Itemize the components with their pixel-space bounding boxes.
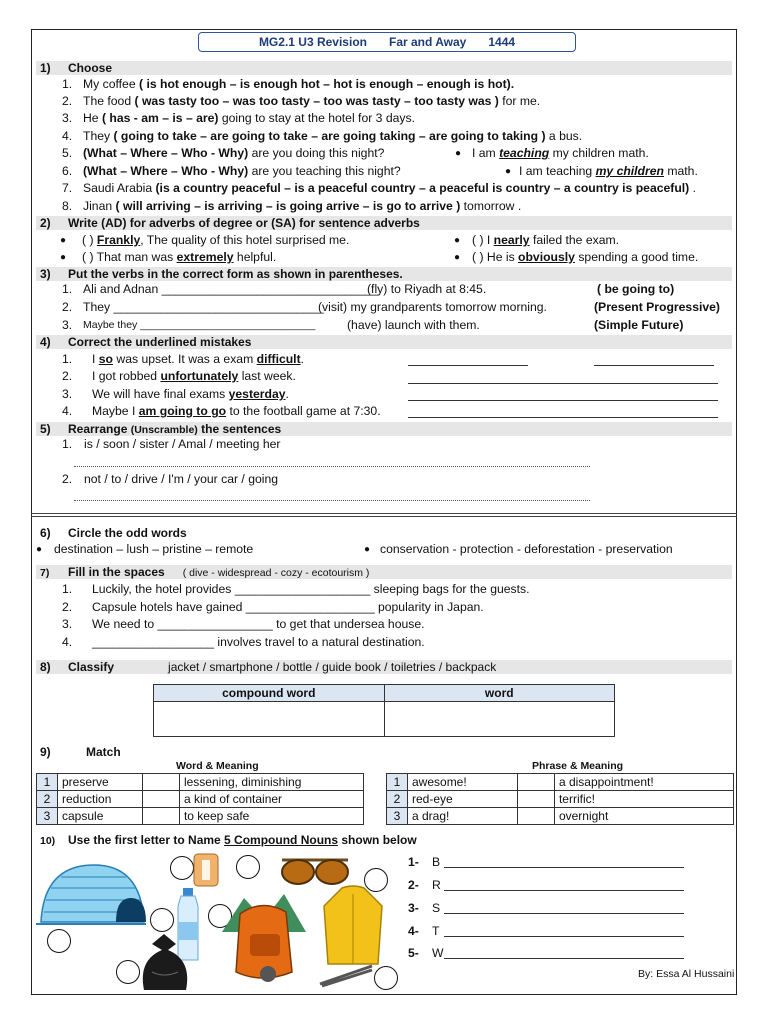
match-row: 1 awesome! a disappointment! <box>387 774 734 791</box>
fill-sentence[interactable]: We need to _________________ to get that undersea house. <box>92 617 425 631</box>
section-4-header: 4) Correct the underlined mistakes <box>36 335 732 349</box>
answer-line[interactable] <box>408 365 528 366</box>
answer-dotted-line[interactable] <box>74 500 590 501</box>
answer-circle[interactable] <box>374 966 398 990</box>
item-number: 1. <box>62 77 73 91</box>
scrambled-sentence: not / to / drive / I'm / your car / going <box>84 472 279 486</box>
title-name: Far and Away <box>388 35 467 49</box>
match-row: 3 a drag! overnight <box>387 808 734 825</box>
first-letter: W <box>432 946 444 960</box>
section-1-header: 1) Choose <box>36 61 732 75</box>
fill-sentence[interactable]: Capsule hotels have gained ___________________ popularity in Japan. <box>92 600 484 614</box>
item-number: 3. <box>62 111 73 125</box>
section-10-header: 10) Use the first letter to Name 5 Compound Nouns shown below <box>36 833 732 847</box>
adverb-item: ( ) I nearly failed the exam. <box>472 233 620 247</box>
first-letter: S <box>432 901 441 915</box>
fill-sentence[interactable]: Luckily, the hotel provides ____________________ sleeping bags for the guests. <box>92 582 530 596</box>
first-letter: T <box>432 924 440 938</box>
section-5-header: 5) Rearrange (Unscramble) the sentences <box>36 422 732 436</box>
answer-line[interactable] <box>408 383 718 384</box>
odd-words-set-1[interactable]: destination – lush – pristine – remote <box>54 542 254 556</box>
side-question-6: I am teaching my children math. <box>519 164 698 178</box>
choose-question[interactable]: Saudi Arabia (is a country peaceful – is a peaceful country – a peaceful is country – a country is peaceful) . <box>83 181 697 195</box>
match-answer-cell[interactable] <box>517 774 554 791</box>
section-7-header: 7) Fill in the spaces ( dive - widespread - cozy - ecotourism ) <box>36 565 732 579</box>
verb-blank[interactable]: They _______________________________ <box>83 300 324 314</box>
compound-noun-answer-line[interactable] <box>444 890 684 891</box>
choose-question[interactable]: My coffee ( is hot enough – is enough hot – hot is enough – enough is hot). <box>83 77 515 91</box>
match-answer-cell[interactable] <box>142 791 179 808</box>
choose-question[interactable]: The food ( was tasty too – was too tasty – too was tasty – too tasty was ) for me. <box>83 94 541 108</box>
match-answer-cell[interactable] <box>142 774 179 791</box>
match-table-phrases <box>386 773 734 825</box>
side-question-5: I am teaching my children math. <box>472 146 649 160</box>
match-row: 3 capsule to keep safe <box>37 808 364 825</box>
match-answer-cell[interactable] <box>517 808 554 825</box>
choose-question[interactable]: They ( going to take – are going to take – are going taking – are going to taking ) a bus. <box>83 129 583 143</box>
adverb-item: ( ) Frankly, The quality of this hotel surprised me. <box>82 233 350 247</box>
item-number: 6. <box>62 164 73 178</box>
choose-question[interactable]: Jinan ( will arriving – is arriving – is going arrive – is go to arrive ) tomorrow . <box>83 199 522 213</box>
igloo-icon <box>36 860 146 930</box>
match-table-words <box>36 773 364 825</box>
compound-noun-answer-line[interactable] <box>444 936 684 937</box>
match-row: 2 reduction a kind of container <box>37 791 364 808</box>
mistake-sentence: We will have final exams yesterday. <box>92 387 289 401</box>
item-number: 4. <box>62 129 73 143</box>
worksheet-title <box>198 32 576 52</box>
item-number: 5. <box>62 146 73 160</box>
answer-line[interactable] <box>408 417 718 418</box>
compound-noun-answer-line[interactable] <box>444 913 684 914</box>
bullet: ● <box>505 166 512 177</box>
compound-noun-answer-line[interactable] <box>444 867 684 868</box>
trash-bag-icon <box>134 932 196 994</box>
mistake-sentence: I got robbed unfortunately last week. <box>92 369 296 383</box>
section-9-header: 9) Match <box>36 745 732 759</box>
answer-circle[interactable] <box>150 908 174 932</box>
backpack-icon <box>222 892 306 982</box>
raincoat-icon <box>322 884 384 968</box>
section-8-header: 8) Classify jacket / smartphone / bottle / guide book / toiletries / backpack <box>36 660 732 674</box>
mistake-sentence: Maybe I am going to go to the football game at 7:30. <box>92 404 381 418</box>
match-row: 1 preserve lessening, diminishing <box>37 774 364 791</box>
choose-question[interactable]: (What – Where – Who - Why) are you teaching this night? <box>83 164 401 178</box>
adverb-item: ( ) He is obviously spending a good time. <box>472 250 699 264</box>
section-divider <box>31 513 737 517</box>
answer-circle[interactable] <box>116 960 140 984</box>
odd-words-set-2[interactable]: conservation - protection - deforestation - preservation <box>380 542 673 556</box>
sunglasses-icon <box>278 854 352 888</box>
author-credit: By: Essa Al Hussaini <box>638 968 735 980</box>
answer-dotted-line[interactable] <box>74 466 590 467</box>
item-number: 2. <box>62 94 73 108</box>
fill-sentence[interactable]: __________________ involves travel to a natural destination. <box>92 635 425 649</box>
choose-question[interactable]: (What – Where – Who - Why) are you doing this night? <box>83 146 385 160</box>
scrambled-sentence: is / soon / sister / Amal / meeting her <box>84 437 281 451</box>
verb-blank[interactable]: Maybe they ______________________________ <box>83 319 316 331</box>
first-letter: B <box>432 855 441 869</box>
title-year: 1444 <box>488 35 516 49</box>
answer-line[interactable] <box>408 400 718 401</box>
adverb-item: ( ) That man was extremely helpful. <box>82 250 277 264</box>
compound-noun-answer-line[interactable] <box>444 958 684 959</box>
classify-table: compound word word <box>153 684 615 737</box>
word-cell[interactable] <box>384 702 615 737</box>
item-number: 8. <box>62 199 73 213</box>
section-2-header: 2) Write (AD) for adverbs of degree or (SA) for sentence adverbs <box>36 216 732 230</box>
toilet-roll-icon <box>190 850 222 890</box>
match-row: 2 red-eye terrific! <box>387 791 734 808</box>
answer-circle[interactable] <box>236 855 260 879</box>
title-code: MG2.1 U3 Revision <box>258 35 367 49</box>
mistake-sentence: I so was upset. It was a exam difficult. <box>92 352 305 366</box>
section-6-header: 6) Circle the odd words <box>36 526 732 540</box>
match-answer-cell[interactable] <box>142 808 179 825</box>
first-letter: R <box>432 878 441 892</box>
section-3-header: 3) Put the verbs in the correct form as shown in parentheses. <box>36 267 732 281</box>
verb-blank[interactable]: Ali and Adnan ________________________________ <box>83 282 379 296</box>
tweezers-icon <box>318 962 374 988</box>
choose-question[interactable]: He ( has - am – is – are) going to stay at the hotel for 3 days. <box>83 111 415 125</box>
answer-circle[interactable] <box>47 929 71 953</box>
compound-word-cell[interactable] <box>154 702 385 737</box>
answer-line[interactable] <box>594 365 714 366</box>
bullet: ● <box>455 148 462 159</box>
item-number: 7. <box>62 181 73 195</box>
match-answer-cell[interactable] <box>517 791 554 808</box>
